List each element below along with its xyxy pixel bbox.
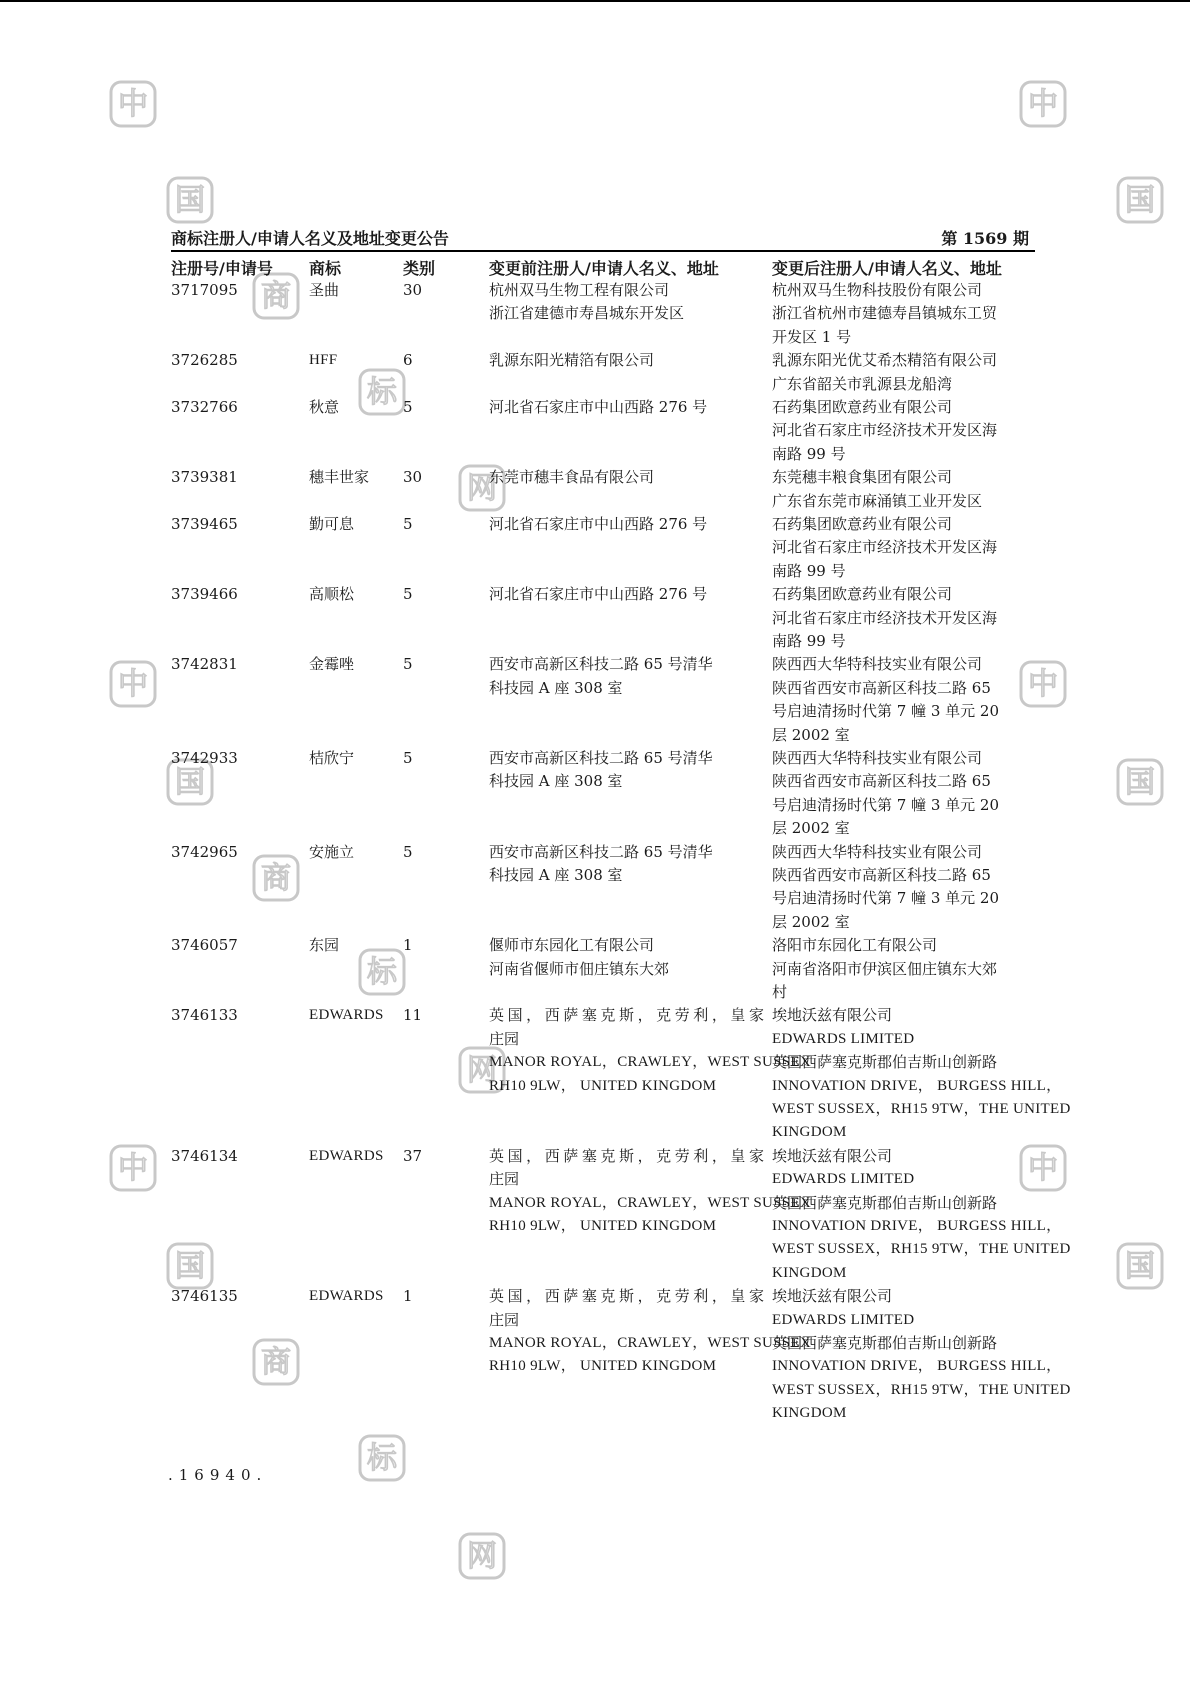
after-line: 广东省东莞市麻涌镇工业开发区 <box>772 491 983 510</box>
before-line: 科技园 A 座 308 室 <box>489 772 623 791</box>
before-line: 河北省石家庄市中山西路 276 号 <box>489 397 708 416</box>
before-change-cell <box>489 466 764 489</box>
registration-number: 3739466 <box>171 585 238 604</box>
svg-text:商: 商 <box>261 861 291 896</box>
before-line: 庄园 <box>489 1029 520 1048</box>
after-change-cell <box>772 396 1046 466</box>
page-header <box>171 226 1035 252</box>
before-change-cell <box>489 349 764 372</box>
table-row <box>171 396 1046 466</box>
table-row <box>171 583 1046 653</box>
after-line: INNOVATION DRIVE， BURGESS HILL， <box>772 1358 1062 1375</box>
before-line: 庄园 <box>489 1170 520 1189</box>
registration-number: 3742965 <box>171 842 238 861</box>
before-line: RH10 9LW， UNITED KINGDOM <box>489 1217 717 1234</box>
after-line: 陕西省西安市高新区科技二路 65 <box>772 865 991 884</box>
after-change-cell <box>772 279 1046 349</box>
watermark-guo <box>164 174 216 226</box>
trademark-name: 勤可息 <box>309 514 355 533</box>
after-line: 陕西省西安市高新区科技二路 65 <box>772 678 991 697</box>
after-change-cell <box>772 466 1046 513</box>
table-row <box>171 747 1046 841</box>
watermark-guo <box>1114 756 1166 808</box>
after-change-cell <box>772 747 1046 841</box>
watermark-zhong <box>1017 78 1069 130</box>
class-number: 11 <box>403 1006 423 1025</box>
after-change-cell <box>772 1145 1071 1285</box>
svg-text:国: 国 <box>175 183 205 218</box>
before-change-cell <box>489 934 764 981</box>
watermark-guo <box>1114 1240 1166 1292</box>
header-rule <box>171 250 1035 252</box>
svg-text:标: 标 <box>367 955 397 990</box>
after-change-cell <box>772 513 1046 583</box>
top-border <box>0 0 1190 2</box>
registration-number: 3746135 <box>171 1287 238 1306</box>
after-line: 杭州双马生物科技股份有限公司 <box>772 281 983 299</box>
table-row <box>171 841 1046 935</box>
after-line: 号启迪清扬时代第 7 幢 3 单元 20 <box>772 795 1000 814</box>
before-line: 西安市高新区科技二路 65 号清华 <box>489 748 713 767</box>
table-row <box>171 934 1046 1004</box>
column-header-mark: 商标 <box>309 259 342 278</box>
watermark-zhong <box>107 658 159 710</box>
svg-text:中: 中 <box>118 87 148 122</box>
svg-text:中: 中 <box>118 667 148 702</box>
class-number: 5 <box>403 514 413 533</box>
registration-number: 3742933 <box>171 748 238 767</box>
svg-text:国: 国 <box>1125 765 1155 800</box>
registration-number: 3732766 <box>171 397 238 416</box>
after-line: 陕西西大华特科技实业有限公司 <box>772 842 983 861</box>
before-line: 乳源东阳光精箔有限公司 <box>489 351 655 370</box>
after-line: EDWARDS LIMITED <box>772 1311 915 1328</box>
before-line: 英国，西萨塞克斯，克劳利，皇家 <box>489 1146 764 1165</box>
after-line: 埃地沃兹有限公司 <box>772 1006 893 1025</box>
after-line: 英国西萨塞克斯郡伯吉斯山创新路 <box>772 1053 998 1072</box>
watermark-zhong <box>107 78 159 130</box>
after-line: 石药集团欧意药业有限公司 <box>772 397 953 416</box>
after-line: WEST SUSSEX，RH15 9TW，THE UNITED <box>772 1100 1071 1117</box>
after-line: 埃地沃兹有限公司 <box>772 1287 893 1306</box>
before-line: RH10 9LW， UNITED KINGDOM <box>489 1077 717 1094</box>
svg-text:中: 中 <box>1028 1151 1058 1186</box>
before-change-cell <box>489 653 764 700</box>
after-line: 石药集团欧意药业有限公司 <box>772 585 953 604</box>
before-line: 河北省石家庄市中山西路 276 号 <box>489 514 708 533</box>
watermark-biao <box>356 1432 408 1484</box>
after-line: 村 <box>772 982 788 1001</box>
after-line: 英国西萨塞克斯郡伯吉斯山创新路 <box>772 1193 998 1212</box>
table-row <box>171 1004 1071 1144</box>
before-line: 英国，西萨塞克斯，克劳利，皇家 <box>489 1006 764 1025</box>
after-line: 乳源东阳光优艾希杰精箔有限公司 <box>772 351 998 370</box>
before-line: 西安市高新区科技二路 65 号清华 <box>489 842 713 861</box>
before-line: 庄园 <box>489 1310 520 1329</box>
before-line: MANOR ROYAL，CRAWLEY，WEST SUSSEX <box>489 1194 812 1211</box>
svg-text:国: 国 <box>175 1249 205 1284</box>
before-line: 英国，西萨塞克斯，克劳利，皇家 <box>489 1287 764 1306</box>
watermark-zhong <box>107 1142 159 1194</box>
trademark-name: 安施立 <box>309 842 355 861</box>
svg-text:标: 标 <box>367 375 397 410</box>
trademark-name: 东园 <box>309 936 340 955</box>
after-line: 开发区 1 号 <box>772 327 852 346</box>
registration-number: 3746133 <box>171 1006 238 1025</box>
after-line: EDWARDS LIMITED <box>772 1030 915 1047</box>
trademark-name: EDWARDS <box>309 1288 384 1305</box>
after-line: 陕西西大华特科技实业有限公司 <box>772 655 983 674</box>
column-header-class: 类别 <box>403 259 436 278</box>
before-line: 河南省偃师市佃庄镇东大郊 <box>489 959 670 978</box>
before-line: 科技园 A 座 308 室 <box>489 865 623 884</box>
after-line: 广东省韶关市乳源县龙船湾 <box>772 374 953 393</box>
before-line: 东莞市穗丰食品有限公司 <box>489 468 655 487</box>
table-row <box>171 466 1046 513</box>
after-line: KINGDOM <box>772 1264 847 1281</box>
before-line: 杭州双马生物工程有限公司 <box>489 281 670 299</box>
registration-number: 3742831 <box>171 655 238 674</box>
after-change-cell <box>772 1004 1071 1144</box>
column-header-reg-no: 注册号/申请号 <box>171 259 273 278</box>
registration-number: 3717095 <box>171 281 238 299</box>
before-line: RH10 9LW， UNITED KINGDOM <box>489 1358 717 1375</box>
class-number: 6 <box>403 351 413 370</box>
trademark-name: 高顺松 <box>309 585 355 604</box>
svg-text:中: 中 <box>118 1151 148 1186</box>
svg-text:网: 网 <box>467 1539 497 1574</box>
before-line: 西安市高新区科技二路 65 号清华 <box>489 655 713 674</box>
page-title: 商标注册人/申请人名义及地址变更公告 <box>171 229 449 248</box>
class-number: 5 <box>403 748 413 767</box>
registration-number: 3726285 <box>171 351 238 370</box>
after-line: 东莞穗丰粮食集团有限公司 <box>772 468 953 487</box>
trademark-name: 圣曲 <box>309 281 340 299</box>
svg-text:国: 国 <box>1125 1249 1155 1284</box>
after-line: 洛阳市东园化工有限公司 <box>772 936 938 955</box>
registration-number: 3739465 <box>171 514 238 533</box>
after-line: 河南省洛阳市伊滨区佃庄镇东大郊 <box>772 959 998 978</box>
after-change-cell <box>772 841 1046 935</box>
after-change-cell <box>772 349 1046 396</box>
table-row <box>171 1285 1071 1425</box>
table-row <box>171 279 1046 349</box>
after-line: 号启迪清扬时代第 7 幢 3 单元 20 <box>772 889 1000 908</box>
before-line: 科技园 A 座 308 室 <box>489 678 623 697</box>
after-line: 层 2002 室 <box>772 912 850 931</box>
class-number: 5 <box>403 842 413 861</box>
before-change-cell <box>489 583 764 606</box>
before-line: MANOR ROYAL，CRAWLEY，WEST SUSSEX <box>489 1334 812 1351</box>
watermark-guo <box>1114 174 1166 226</box>
after-change-cell <box>772 583 1046 653</box>
after-change-cell <box>772 1285 1071 1425</box>
after-line: KINGDOM <box>772 1124 847 1141</box>
svg-text:商: 商 <box>261 279 291 314</box>
page-number: .16940. <box>168 1466 268 1484</box>
after-line: 南路 99 号 <box>772 444 846 463</box>
after-line: 层 2002 室 <box>772 819 850 838</box>
watermark-wang <box>456 1530 508 1582</box>
after-change-cell <box>772 934 1046 1004</box>
svg-text:中: 中 <box>1028 87 1058 122</box>
trademark-name: HFF <box>309 352 338 369</box>
class-number: 1 <box>403 1287 413 1306</box>
class-number: 37 <box>403 1146 423 1165</box>
notice-table <box>171 279 1071 1425</box>
before-line: 河北省石家庄市中山西路 276 号 <box>489 585 708 604</box>
after-line: 南路 99 号 <box>772 631 846 650</box>
after-line: 层 2002 室 <box>772 725 850 744</box>
table-row <box>171 349 1046 396</box>
after-line: INNOVATION DRIVE， BURGESS HILL， <box>772 1077 1062 1094</box>
svg-text:国: 国 <box>175 765 205 800</box>
svg-text:标: 标 <box>367 1441 397 1476</box>
before-line: 偃师市东园化工有限公司 <box>489 936 655 955</box>
after-line: EDWARDS LIMITED <box>772 1171 915 1188</box>
svg-text:商: 商 <box>261 1345 291 1380</box>
table-row <box>171 513 1046 583</box>
after-line: 陕西省西安市高新区科技二路 65 <box>772 772 991 791</box>
after-line: 河北省石家庄市经济技术开发区海 <box>772 421 998 440</box>
svg-text:国: 国 <box>1125 183 1155 218</box>
svg-text:中: 中 <box>1028 667 1058 702</box>
trademark-name: EDWARDS <box>309 1007 384 1024</box>
after-line: 浙江省杭州市建德寿昌镇城东工贸 <box>772 304 998 323</box>
before-change-cell <box>489 1145 812 1239</box>
after-line: WEST SUSSEX，RH15 9TW，THE UNITED <box>772 1381 1071 1398</box>
registration-number: 3746134 <box>171 1146 238 1165</box>
before-change-cell <box>489 279 764 326</box>
column-header-before: 变更前注册人/申请人名义、地址 <box>489 259 719 278</box>
registration-number: 3739381 <box>171 468 238 487</box>
table-row <box>171 653 1046 747</box>
after-line: 南路 99 号 <box>772 561 846 580</box>
trademark-name: EDWARDS <box>309 1147 384 1164</box>
svg-text:网: 网 <box>467 1053 497 1088</box>
class-number: 5 <box>403 655 413 674</box>
trademark-name: 穗丰世家 <box>309 468 370 487</box>
after-line: 河北省石家庄市经济技术开发区海 <box>772 538 998 557</box>
before-change-cell <box>489 747 764 794</box>
after-change-cell <box>772 653 1046 747</box>
before-change-cell <box>489 513 764 536</box>
issue-number: 第 1569 期 <box>941 229 1029 248</box>
trademark-name: 秋意 <box>309 397 340 416</box>
after-line: 埃地沃兹有限公司 <box>772 1146 893 1165</box>
table-row <box>171 1145 1071 1285</box>
registration-number: 3746057 <box>171 936 238 955</box>
before-change-cell <box>489 841 764 888</box>
before-change-cell <box>489 396 764 419</box>
after-line: KINGDOM <box>772 1405 847 1422</box>
class-number: 30 <box>403 468 423 487</box>
class-number: 5 <box>403 397 413 416</box>
before-line: MANOR ROYAL，CRAWLEY，WEST SUSSEX <box>489 1054 812 1071</box>
trademark-name: 金霉唑 <box>309 655 355 674</box>
before-line: 浙江省建德市寿昌城东开发区 <box>489 304 685 323</box>
class-number: 1 <box>403 936 413 955</box>
svg-text:网: 网 <box>467 471 497 506</box>
column-header-after: 变更后注册人/申请人名义、地址 <box>772 259 1002 278</box>
trademark-name: 桔欣宁 <box>309 748 355 767</box>
after-line: 石药集团欧意药业有限公司 <box>772 514 953 533</box>
after-line: INNOVATION DRIVE， BURGESS HILL， <box>772 1217 1062 1234</box>
class-number: 30 <box>403 281 423 299</box>
after-line: 河北省石家庄市经济技术开发区海 <box>772 608 998 627</box>
after-line: 陕西西大华特科技实业有限公司 <box>772 748 983 767</box>
after-line: 号启迪清扬时代第 7 幢 3 单元 20 <box>772 702 1000 721</box>
before-change-cell <box>489 1285 812 1379</box>
class-number: 5 <box>403 585 413 604</box>
before-change-cell <box>489 1004 812 1098</box>
after-line: WEST SUSSEX，RH15 9TW，THE UNITED <box>772 1241 1071 1258</box>
after-line: 英国西萨塞克斯郡伯吉斯山创新路 <box>772 1333 998 1352</box>
